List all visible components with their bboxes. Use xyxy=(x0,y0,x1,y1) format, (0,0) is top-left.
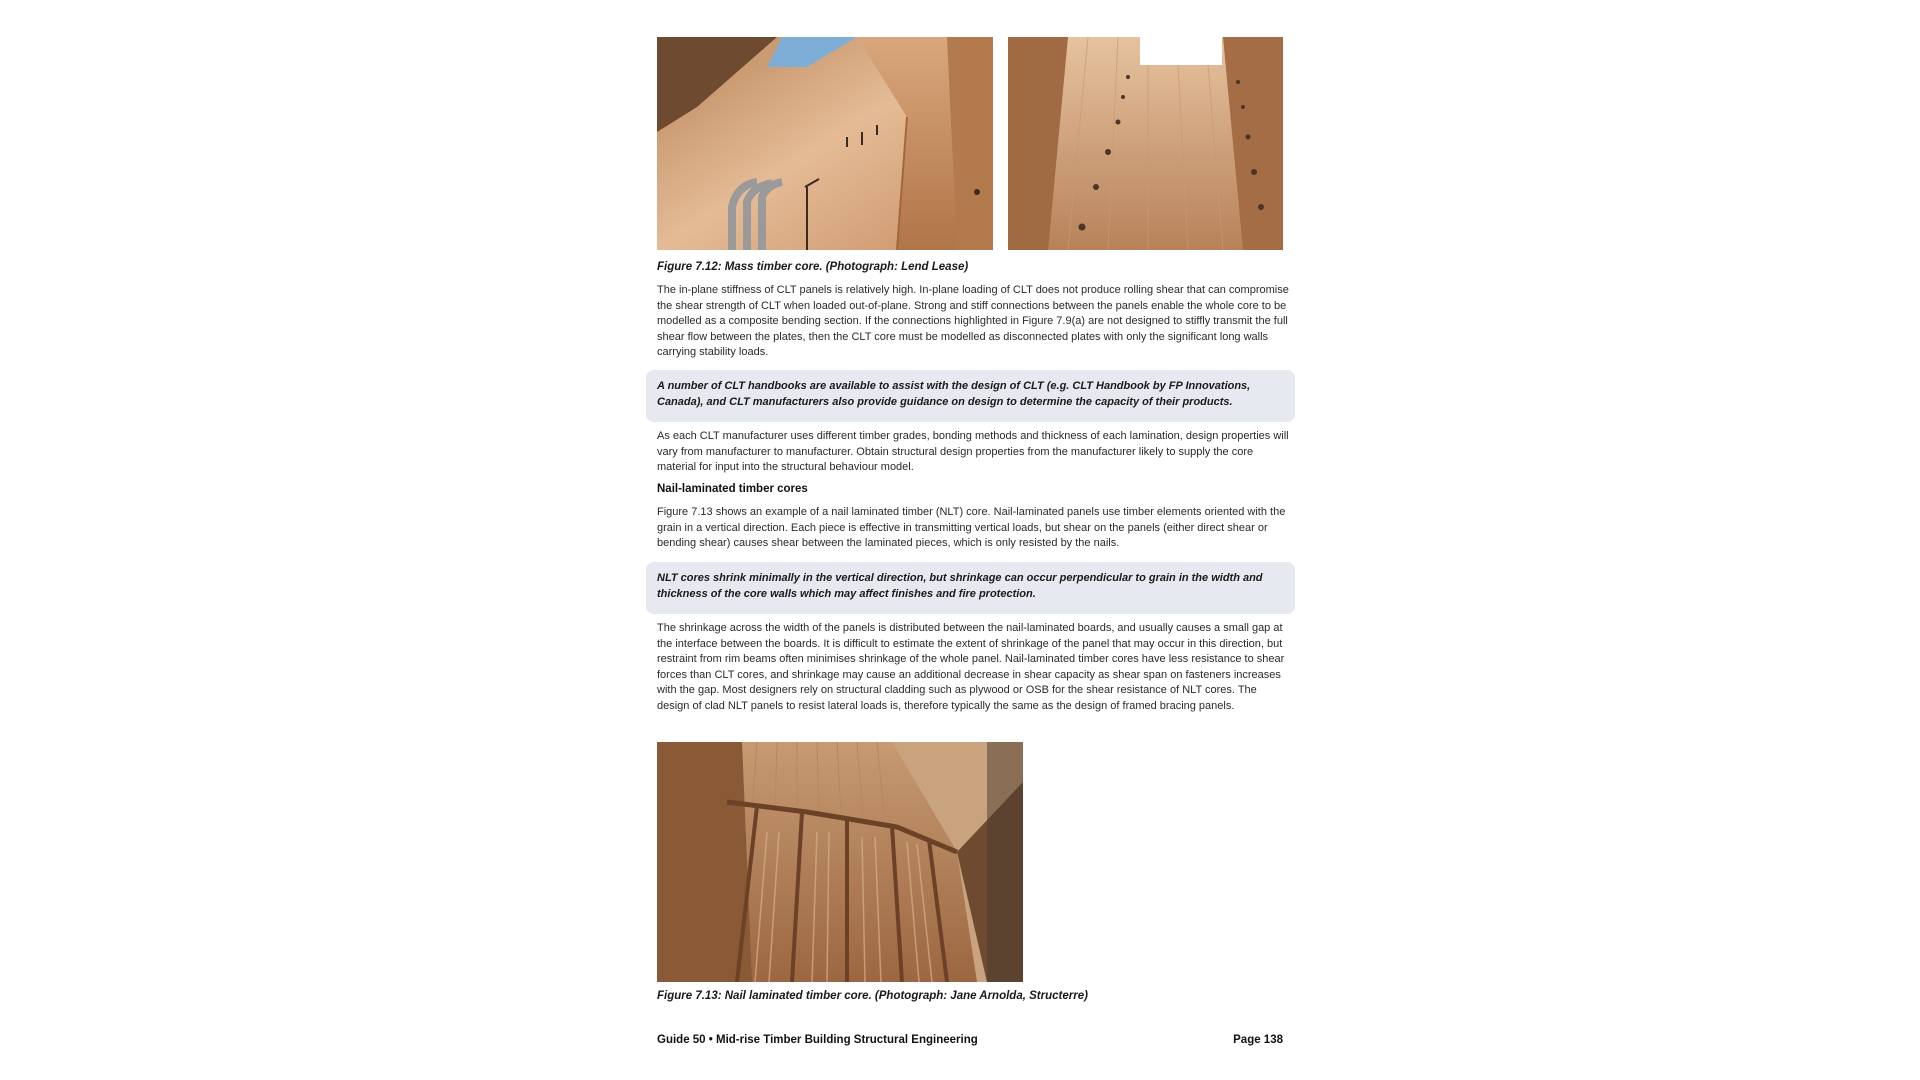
section-subheading: Nail-laminated timber cores xyxy=(657,483,808,495)
callout-box: NLT cores shrink minimally in the vertical direction, but shrinkage can occur perpendicular to grain in the width and thickness of the core walls which may affect finishes and fire protection. xyxy=(646,562,1295,614)
body-paragraph: The in-plane stiffness of CLT panels is relatively high. In-plane loading of CLT does not produce rolling shear that can compromise the shear strength of CLT when loaded out-of-plane. Strong and stiff connections between the panels enable the whole core to be modelled as a composite bending section. If the connections highlighted in Figure 7.9(a) are not designed to stiffly transmit the full shear flow between the plates, then the CLT core must be modelled as disconnected plates with only the significant long walls carrying stability loads. xyxy=(657,284,1289,359)
photo-mass-timber-core-left xyxy=(657,37,993,250)
callout-box: A number of CLT handbooks are available to assist with the design of CLT (e.g. CLT Handbook by FP Innovations, Canada), and CLT manufacturers also provide guidance on design to determine the capacity of their products. xyxy=(646,370,1295,422)
body-paragraph: As each CLT manufacturer uses different timber grades, bonding methods and thickness of each lamination, design properties will vary from manufacturer to manufacturer. Obtain structural design properties from the manufacturer likely to supply the core material for input into the structural behaviour model. xyxy=(657,430,1289,474)
photo-nail-laminated-core xyxy=(657,742,1023,982)
body-paragraph: The shrinkage across the width of the panels is distributed between the nail-laminated boards, and usually causes a small gap at the interface between the boards. It is difficult to estimate the extent of shrinkage of the panel that may occur in this direction, but restraint from rim beams often minimises shrinkage of the whole panel. Nail-laminated timber cores have less resistance to shear forces than CLT cores, and shrinkage may cause an additional decrease in shear capacity as shear span on fasteners increases with the gap. Most designers rely on structural cladding such as plywood or OSB for the shear resistance of NLT cores. The design of clad NLT panels to resist lateral loads is, therefore typically the same as the design of framed bracing panels. xyxy=(657,622,1285,712)
body-paragraph: Figure 7.13 shows an example of a nail laminated timber (NLT) core. Nail-laminated panels use timber elements oriented with the grain in a vertical direction. Each piece is effective in transmitting vertical loads, but shear on the panels (either direct shear or bending shear) causes shear between the laminated pieces, which is only resisted by the nails. xyxy=(657,506,1286,550)
figure-caption: Figure 7.13: Nail laminated timber core. (Photograph: Jane Arnolda, Structerre) xyxy=(657,990,1088,1002)
photo-mass-timber-core-right xyxy=(1008,37,1283,250)
page-number: Page 138 xyxy=(1233,1034,1283,1046)
footer-title: Guide 50 • Mid-rise Timber Building Structural Engineering xyxy=(657,1034,978,1046)
figure-caption: Figure 7.12: Mass timber core. (Photograph: Lend Lease) xyxy=(657,261,969,273)
